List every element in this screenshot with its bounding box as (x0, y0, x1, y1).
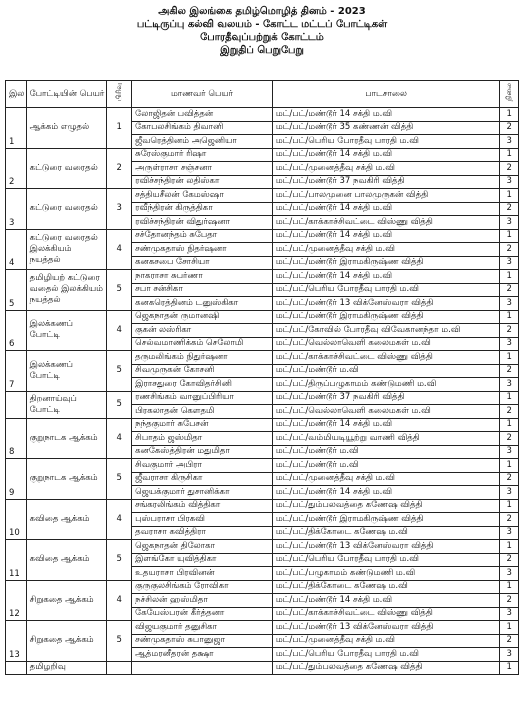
school-name: மட்/பட்/மண்டூர் 14 சக்தி ம.வி (272, 108, 500, 122)
table-row (6, 459, 519, 473)
student-name: சச்தோனந்தம் சுபேதா (132, 229, 273, 243)
place-value: 3 (500, 175, 519, 189)
student-name: இராசதுரை கோவிதர்சினி (132, 378, 273, 392)
place-value: 1 (500, 270, 519, 284)
school-name: மட்/பட்/மண்டூர் இராமகிருஷ்ண வித்தி (272, 513, 500, 527)
place-value: 2 (500, 513, 519, 527)
school-name: மட்/பட்/திருப்பழுகாமம் கண்டுமணி ம.வி (272, 378, 500, 392)
school-name: மட்/பட்/முனைத்தீவு சக்தி ம.வி (272, 243, 500, 257)
student-name: ஜீவரெத்தினம் அஜெனியா (132, 135, 273, 149)
group-number: 5 (107, 459, 132, 500)
place-value: 1 (500, 499, 519, 513)
column-header-no: இல (6, 81, 27, 108)
school-name: மட்/பட்/மண்டூர் இராமகிருஷ்ண வித்தி (272, 256, 500, 270)
student-name: ரணசிங்கம் வானுப்பிரியா (132, 391, 273, 405)
place-value: 1 (500, 351, 519, 365)
place-value: 1 (500, 310, 519, 324)
student-name: கனகேஸ்த்திரன் மதுமிதா (132, 445, 273, 459)
table-row (6, 148, 519, 162)
school-name: மட்/பட்/மண்டூர் 14 சக்தி ம.வி (272, 229, 500, 243)
group-number: 4 (107, 580, 132, 621)
row-number (6, 391, 27, 418)
group-number (107, 661, 132, 675)
student-name: நந்தகுமார் சுபேசன் (132, 418, 273, 432)
competition-name: சிறுகதை ஆக்கம் (26, 580, 107, 621)
student-name: நச்சிலன் ஹஸ்மிதா (132, 594, 273, 608)
group-number: 4 (107, 418, 132, 459)
school-name: மட்/பட்/கோவில் போரதீவு விவேகானந்தா ம.வி (272, 324, 500, 338)
group-number: 5 (107, 391, 132, 418)
competition-name: கவிதை ஆக்கம் (26, 499, 107, 540)
place-value: 2 (500, 243, 519, 257)
school-name: மட்/பட்/காக்காச்சிவட்டை விஸ்ணு வித்தி (272, 216, 500, 230)
table-row (6, 351, 519, 365)
place-value: 3 (500, 135, 519, 149)
place-value: 3 (500, 297, 519, 311)
place-value: 2 (500, 405, 519, 419)
table-row (6, 108, 519, 122)
row-number: 6 (6, 310, 27, 351)
student-name: சத்தியசீலன் கேமஸ்ஷா (132, 189, 273, 203)
row-number: 7 (6, 351, 27, 392)
table-row (6, 499, 519, 513)
row-number: 5 (6, 270, 27, 311)
header-title: அகில இலங்கை தமிழ்மொழித் தினம் - 2023 (158, 6, 366, 17)
school-name: மட்/பட்/வெல்லாவெளி கலைமகள் ம.வி (272, 405, 500, 419)
place-value: 3 (500, 378, 519, 392)
school-name: மட்/பட்/முனைத்தீவு சக்தி ம.வி (272, 162, 500, 176)
place-value: 1 (500, 418, 519, 432)
school-name: மட்/பட்/திக்கோடை கணேஷ ம.வி (272, 526, 500, 540)
student-name: நாகராசா சுபர்ணா (132, 270, 273, 284)
student-name: புஸ்பராசா பிரகவி (132, 513, 273, 527)
table-row (6, 189, 519, 203)
place-value: 3 (500, 216, 519, 230)
place-value: 1 (500, 621, 519, 635)
school-name: மட்/பட்/மண்டூர் ம.வி (272, 364, 500, 378)
group-number: 5 (107, 621, 132, 662)
school-name: மட்/பட்/மண்டூர் ம.வி (272, 445, 500, 459)
table-row (6, 580, 519, 594)
group-number: 4 (107, 310, 132, 351)
place-value: 1 (500, 459, 519, 473)
student-name: தருமலிங்கம் நிதுர்ஷனா (132, 351, 273, 365)
place-value: 2 (500, 202, 519, 216)
place-value: 1 (500, 229, 519, 243)
school-name: மட்/பட்/மண்டூர் 14 சக்தி ம.வி (272, 202, 500, 216)
results-table-body (6, 108, 519, 675)
student-name: சுரேஸ்குமார் ரிஷா (132, 148, 273, 162)
competition-name: கட்டுரை வரைதல் (26, 189, 107, 230)
place-value: 1 (500, 580, 519, 594)
place-value: 2 (500, 283, 519, 297)
student-name: ரவிச்சந்திரன் லதிஸ்கா (132, 175, 273, 189)
student-name: சிபாதம் ஜஸ்மிதா (132, 432, 273, 446)
place-value: 2 (500, 594, 519, 608)
competition-name: இலக்கணப் போட்டி (26, 310, 107, 351)
student-name: கேயேஸ்பரன் கீர்த்தனா (132, 607, 273, 621)
place-value: 3 (500, 567, 519, 581)
school-name: மட்/பட்/முனைத்தீவு சக்தி ம.வி (272, 472, 500, 486)
student-name: லோஜிதன் பவித்தன் (132, 108, 273, 122)
school-name: மட்/பட்/வம்மியடியூற்று வாணி வித்தி (272, 432, 500, 446)
results-table (5, 80, 519, 675)
row-number: 2 (6, 148, 27, 189)
table-row (6, 540, 519, 554)
school-name: மட்/பட்/திக்கோடை கணேஷ ம.வி (272, 580, 500, 594)
row-number (6, 661, 27, 675)
school-name: மட்/பட்/மண்டூர் 14 சக்தி ம.வி (272, 594, 500, 608)
school-name: மட்/பட்/மண்டூர் 14 சக்தி ம.வி (272, 148, 500, 162)
student-name: சிவமுருகன் கோசனி (132, 364, 273, 378)
student-name: ஜெகநாதன் திலோகா (132, 540, 273, 554)
student-name: கனகசபை சோசியா (132, 256, 273, 270)
header-division: போரதீவுப்பற்றுக் கோட்டம் (200, 32, 324, 43)
row-number: 4 (6, 229, 27, 270)
school-name: மட்/பட்/பெரிய போரதீவு பாரதி ம.வி (272, 135, 500, 149)
row-number: 1 (6, 108, 27, 149)
competition-name: சிறுகதை ஆக்கம் (26, 621, 107, 662)
place-value: 3 (500, 337, 519, 351)
school-name: மட்/பட்/மண்டூர் 14 சக்தி ம.வி (272, 486, 500, 500)
student-name: குகன் லஸ்ரிகா (132, 324, 273, 338)
column-header-competition: போட்டியின் பெயர் (26, 81, 107, 108)
place-value: 2 (500, 162, 519, 176)
table-row (6, 310, 519, 324)
student-name: ஆத்மரனீதரன் தக்ஷா (132, 648, 273, 662)
place-value: 2 (500, 364, 519, 378)
place-value: 2 (500, 121, 519, 135)
school-name: மட்/பட்/பெரிய போரதீவு பாரதி ம.வி (272, 283, 500, 297)
table-row (6, 391, 519, 405)
student-name (132, 661, 273, 675)
student-name: குருகுலசிங்கம் ரோவிகா (132, 580, 273, 594)
table-row (6, 661, 519, 675)
group-number: 5 (107, 270, 132, 311)
school-name: மட்/பட்/மண்டூர் 37 நவகிரி வித்தி (272, 175, 500, 189)
competition-name: தமிழியற் கட்டுரை வதைல் இலக்கியம் நயத்தல் (26, 270, 107, 311)
row-number: 9 (6, 459, 27, 500)
competition-name: கட்டுரை வரைதல் (26, 148, 107, 189)
school-name: மட்/பட்/மண்டூர் 37 நவகிரி வித்தி (272, 391, 500, 405)
school-name: மட்/பட்/மண்டூர் 13 விக்னேஸ்வரா வித்தி (272, 297, 500, 311)
competition-name: தமிழறிவு (26, 661, 107, 675)
column-header-group (107, 81, 132, 108)
column-header-school: பாடசாலை (272, 81, 500, 108)
school-name: மட்/பட்/காக்காச்சிவட்டை விஸ்ணு வித்தி (272, 351, 500, 365)
student-name: இளங்கோ யுவித்திகா (132, 553, 273, 567)
table-row (6, 270, 519, 284)
competition-name: கட்டுரை வரைதல் இலக்கியம் நயத்தல் (26, 229, 107, 270)
student-name: விஜயகுமார் தனுசிகா (132, 621, 273, 635)
table-row (6, 229, 519, 243)
school-name: மட்/பட்/வெல்லாவெளி கலைமகள் ம.வி (272, 337, 500, 351)
group-number: 3 (107, 189, 132, 230)
place-value: 2 (500, 472, 519, 486)
school-name: மட்/பட்/மண்டூர் 14 சக்தி ம.வி (272, 418, 500, 432)
place-value: 3 (500, 486, 519, 500)
header-final-results: இறுதிப் பெறுபேறு (220, 45, 304, 56)
school-name: மட்/பட்/பெரிய போரதீவு பாரதி ம.வி (272, 553, 500, 567)
column-header-student-name: மாணவர் பெயர் (132, 81, 273, 108)
student-name: சண்முகதாஸ் நிதர்ஷனா (132, 243, 273, 257)
competition-name: குறுநாடக ஆக்கம் (26, 418, 107, 459)
place-value: 2 (500, 432, 519, 446)
group-number: 4 (107, 229, 132, 270)
place-value: 1 (500, 108, 519, 122)
school-name: மட்/பட்/தும்பலவத்தை கணேஷ வித்தி (272, 499, 500, 513)
school-name: மட்/பட்/மண்டூர் 13 விக்னேஸ்வரா வித்தி (272, 540, 500, 554)
column-header-place (500, 81, 519, 108)
table-header-row (6, 81, 519, 108)
competition-name: ஆக்கம் எழுதல் (26, 108, 107, 149)
place-value: 3 (500, 607, 519, 621)
student-name: ரவீந்திரன் கிருத்திகா (132, 202, 273, 216)
competition-name: கவிதை ஆக்கம் (26, 540, 107, 581)
competition-name: இலக்கணப் போட்டி (26, 351, 107, 392)
student-name: சபா சன்சிகா (132, 283, 273, 297)
row-number: 13 (6, 621, 27, 662)
competition-name: குறுநாடக ஆக்கம் (26, 459, 107, 500)
school-name: மட்/பட்/மண்டூர் 35 கண்ணன் வித்தி (272, 121, 500, 135)
student-name: ஜீவராசா கிருசிகா (132, 472, 273, 486)
place-value: 2 (500, 634, 519, 648)
place-value: 1 (500, 189, 519, 203)
place-value: 2 (500, 553, 519, 567)
student-name: ரவிச்சந்திரன் விதுர்ஷனா (132, 216, 273, 230)
student-name: உதயராசா பிரவினன் (132, 567, 273, 581)
school-name: மட்/பட்/மண்டூர் 13 விக்னேஸ்வரா வித்தி (272, 621, 500, 635)
place-value: 3 (500, 648, 519, 662)
student-name: கனகரெத்தினம் டனுஸ்கிகா (132, 297, 273, 311)
column-header-place-text: நிலை (505, 82, 514, 102)
student-name: ஜெகநாதன் ருமானஷி (132, 310, 273, 324)
school-name: மட்/பட்/காக்காச்சிவட்டை விஸ்ணு வித்தி (272, 607, 500, 621)
place-value: 3 (500, 256, 519, 270)
table-row (6, 418, 519, 432)
column-header-group-text: பிரிவு (115, 82, 124, 102)
group-number: 4 (107, 499, 132, 540)
school-name: மட்/பட்/மண்டூர் ம.வி (272, 459, 500, 473)
school-name: மட்/பட்/முனைத்தீவு சக்தி ம.வி (272, 634, 500, 648)
student-name: அருள்ராசா சஞ்சனா (132, 162, 273, 176)
header-subtitle: பட்டிருப்பு கல்வி வலயம் - கோட்ட மட்டப் போட்டிகள் (136, 19, 388, 30)
school-name: மட்/பட்/பாலமுனை பாலமுருகன் வித்தி (272, 189, 500, 203)
place-value: 3 (500, 526, 519, 540)
group-number: 5 (107, 540, 132, 581)
row-number: 3 (6, 189, 27, 230)
student-name: ஜெயக்குமார் துசானிக்கா (132, 486, 273, 500)
school-name: மட்/பட்/பெரிய போரதீவு பாரதி ம.வி (272, 648, 500, 662)
school-name: மட்/பட்/பழுகாமம் கண்டுமணி ம.வி (272, 567, 500, 581)
row-number: 8 (6, 418, 27, 459)
row-number: 10 (6, 499, 27, 540)
competition-name: திறனாய்வுப் போட்டி (26, 391, 107, 418)
place-value: 3 (500, 445, 519, 459)
row-number: 11 (6, 540, 27, 581)
student-name: பிரகலாதன் கௌதமி (132, 405, 273, 419)
place-value: 1 (500, 661, 519, 675)
place-value: 2 (500, 324, 519, 338)
place-value: 1 (500, 391, 519, 405)
table-row (6, 621, 519, 635)
school-name: மட்/பட்/தும்பலவத்தை கணேஷ வித்தி (272, 661, 500, 675)
row-number: 12 (6, 580, 27, 621)
student-name: சண்முகதாஸ் சுபானுஜா (132, 634, 273, 648)
student-name: சங்கரலிங்கம் வித்திகா (132, 499, 273, 513)
student-name: கோபலசிங்கம் திவானி (132, 121, 273, 135)
group-number: 1 (107, 108, 132, 149)
group-number: 2 (107, 148, 132, 189)
school-name: மட்/பட்/மண்டூர் 14 சக்தி ம.வி (272, 270, 500, 284)
place-value: 1 (500, 148, 519, 162)
student-name: செல்வமாணிக்கம் செலோமி (132, 337, 273, 351)
student-name: சிவகுமார் அபிரா (132, 459, 273, 473)
group-number: 5 (107, 351, 132, 392)
place-value: 1 (500, 540, 519, 554)
school-name: மட்/பட்/மண்டூர் இராமகிருஷ்ண வித்தி (272, 310, 500, 324)
student-name: தவராசா கவித்திரா (132, 526, 273, 540)
